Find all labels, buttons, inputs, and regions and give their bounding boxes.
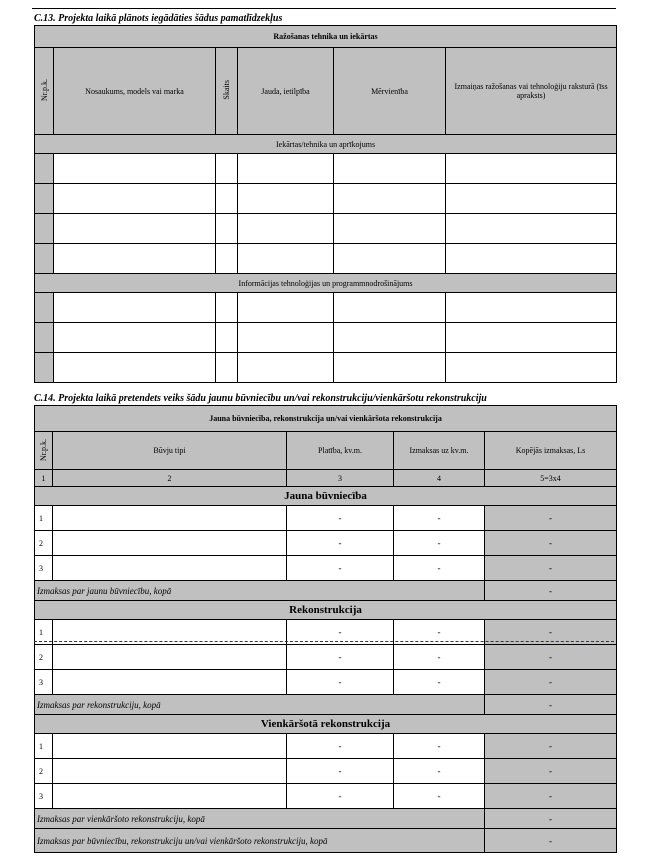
c13-table-title: Ražošanas tehnika un iekārtas	[35, 26, 617, 48]
c14-grand-total-label: Izmaksas par būvniecību, rekonstrukciju un/vai vienkāršoto rekonstrukciju, kopā	[35, 829, 485, 853]
c14-num-total: 5=3x4	[485, 470, 617, 487]
c14-heading: C.14. Projekta laikā pretendets veiks šādu jaunu būvniecību un/vai rekonstrukciju/vienkāršotu rekonstrukciju	[34, 393, 487, 404]
c14-subtotal-label: Izmaksas par rekonstrukciju, kopā	[35, 695, 485, 715]
c13-col-unit: Mērvienība	[334, 48, 446, 135]
c13-heading: C.13. Projekta laikā plānots iegādāties šādus pamatlīdzekļus	[34, 13, 283, 24]
c14-row: 1 - - -	[35, 734, 617, 759]
top-rule	[32, 8, 616, 9]
c13-col-power: Jauda, ietilpība	[238, 48, 334, 135]
c14-group-title: Rekonstrukcija	[35, 601, 617, 620]
c14-col-total: Kopējās izmaksas, Ls	[485, 432, 617, 470]
c14-subtotal-value: -	[485, 809, 617, 829]
c14-num-type: 2	[53, 470, 287, 487]
c14-table	[34, 405, 617, 853]
c14-subtotal-label: Izmaksas par vienkāršoto rekonstrukciju, kopā	[35, 809, 485, 829]
c13-row	[35, 353, 617, 383]
c13-col-nr: Nr.p.k.	[35, 48, 54, 135]
c13-col-name: Nosaukums, models vai marka	[54, 48, 216, 135]
c13-table	[34, 25, 617, 383]
c13-col-desc: Izmaiņas ražošanas vai tehnoloģiju raksturā (īss apraksts)	[446, 48, 617, 135]
c14-subtotal-label: Izmaksas par jaunu būvniecību, kopā	[35, 581, 485, 601]
c13-section-equipment: Iekārtas/tehnika un aprīkojums	[35, 135, 617, 154]
c14-col-area: Platība, kv.m.	[287, 432, 394, 470]
c13-section-it: Informācijas tehnoloģijas un programmnodrošinājums	[35, 274, 617, 293]
c14-row: 3 - - -	[35, 784, 617, 809]
c13-row	[35, 154, 617, 184]
c14-col-cost: Izmaksas uz kv.m.	[394, 432, 485, 470]
c14-num-nr: 1	[35, 470, 53, 487]
c14-subtotal-value: -	[485, 581, 617, 601]
c14-group-title: Vienkāršotā rekonstrukcija	[35, 715, 617, 734]
c14-grand-total-value: -	[485, 829, 617, 853]
c13-row	[35, 214, 617, 244]
c13-col-qty: Skaits	[216, 48, 238, 135]
c14-row: 2 - - -	[35, 645, 617, 670]
c14-num-area: 3	[287, 470, 394, 487]
c13-row	[35, 323, 617, 353]
c14-row: 1 - - -	[35, 506, 617, 531]
c14-row: 1 - - -	[35, 620, 617, 645]
c14-row: 2 - - -	[35, 759, 617, 784]
c14-col-type: Būvju tipi	[53, 432, 287, 470]
c14-row: 2 - - -	[35, 531, 617, 556]
c13-row	[35, 184, 617, 214]
c14-row: 3 - - -	[35, 670, 617, 695]
c13-row	[35, 244, 617, 274]
c13-row	[35, 293, 617, 323]
c14-table-title: Jauna būvniecība, rekonstrukcija un/vai vienkāršota rekonstrukcija	[35, 406, 617, 432]
page-break-line	[34, 641, 614, 642]
c14-col-nr: Nr.p.k.	[35, 432, 53, 470]
c14-subtotal-value: -	[485, 695, 617, 715]
c14-row: 3 - - -	[35, 556, 617, 581]
c14-group-title: Jauna būvniecība	[35, 487, 617, 506]
c14-num-cost: 4	[394, 470, 485, 487]
